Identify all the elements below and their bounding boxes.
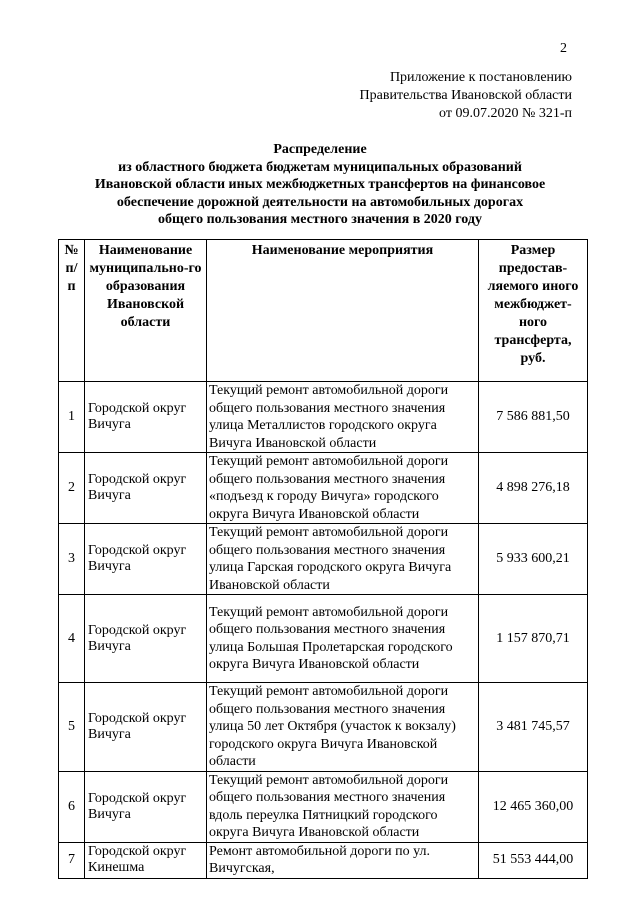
row-num: 6	[59, 771, 85, 842]
row-org: Городской округ Вичуга	[85, 771, 207, 842]
row-amount: 4 898 276,18	[479, 453, 588, 524]
row-amount: 3 481 745,57	[479, 683, 588, 772]
header-org: Наименование муниципально-го образования Ивановской области	[85, 240, 207, 382]
table-row	[59, 842, 588, 878]
header-amount: Размер предостав-ляемого иного межбюджет-ного трансферта, руб.	[479, 240, 588, 382]
distribution-table	[58, 239, 588, 879]
row-num: 3	[59, 524, 85, 595]
row-num: 7	[59, 842, 85, 878]
appendix-line: Приложение к постановлению	[389, 70, 572, 85]
row-num: 1	[59, 382, 85, 453]
row-amount: 12 465 360,00	[479, 771, 588, 842]
row-activity: Текущий ремонт автомобильной дороги общего пользования местного значения улица Большая Пролетарская городского округа Вичуга Ивановской области	[207, 595, 479, 683]
appendix-block	[360, 69, 572, 123]
row-activity: Текущий ремонт автомобильной дороги общего пользования местного значения вдоль переулка Пятницкий городского округа Вичуга Ивановской области	[207, 771, 479, 842]
title-line: из областного бюджета бюджетам муниципальных образований	[118, 159, 522, 175]
title-line: Ивановской области иных межбюджетных трансфертов на финансовое	[94, 177, 546, 192]
table-row	[59, 771, 588, 842]
header-num: № п/п	[59, 240, 85, 382]
title-line: Распределение	[273, 142, 367, 157]
header-activity: Наименование мероприятия	[207, 240, 479, 382]
row-org: Городской округ Кинешма	[85, 842, 207, 878]
row-amount: 7 586 881,50	[479, 382, 588, 453]
table-row	[59, 595, 588, 683]
row-org: Городской округ Вичуга	[85, 683, 207, 772]
title-line: обеспечение дорожной деятельности на автомобильных дорогах	[116, 194, 524, 210]
page-number: 2	[560, 41, 567, 56]
row-activity: Текущий ремонт автомобильной дороги общего пользования местного значения улица 50 лет Октября (участок к вокзалу) городского округа Вичуга Ивановской области	[207, 683, 479, 772]
document-title	[60, 141, 580, 229]
row-amount: 51 553 444,00	[479, 842, 588, 878]
title-line: общего пользования местного значения в 2020 году	[158, 212, 482, 227]
row-activity: Текущий ремонт автомобильной дороги общего пользования местного значения улица Гарская городского округа Вичуга Ивановской области	[207, 524, 479, 595]
row-org: Городской округ Вичуга	[85, 453, 207, 524]
row-num: 4	[59, 595, 85, 683]
table-header-row	[59, 240, 588, 382]
row-activity: Ремонт автомобильной дороги по ул. Вичугская,	[207, 842, 479, 878]
table-row	[59, 453, 588, 524]
row-org: Городской округ Вичуга	[85, 524, 207, 595]
row-org: Городской округ Вичуга	[85, 595, 207, 683]
row-activity: Текущий ремонт автомобильной дороги общего пользования местного значения улица Металлистов городского округа Вичуга Ивановской области	[207, 382, 479, 453]
row-amount: 5 933 600,21	[479, 524, 588, 595]
row-org: Городской округ Вичуга	[85, 382, 207, 453]
table-row	[59, 524, 588, 595]
row-activity: Текущий ремонт автомобильной дороги общего пользования местного значения «подъезд к городу Вичуга» городского округа Вичуга Ивановской области	[207, 453, 479, 524]
row-num: 5	[59, 683, 85, 772]
table-row	[59, 382, 588, 453]
table-row	[59, 683, 588, 772]
appendix-line: Правительства Ивановской области	[359, 88, 572, 103]
appendix-line: от 09.07.2020 № 321-п	[439, 106, 572, 121]
row-num: 2	[59, 453, 85, 524]
row-amount: 1 157 870,71	[479, 595, 588, 683]
